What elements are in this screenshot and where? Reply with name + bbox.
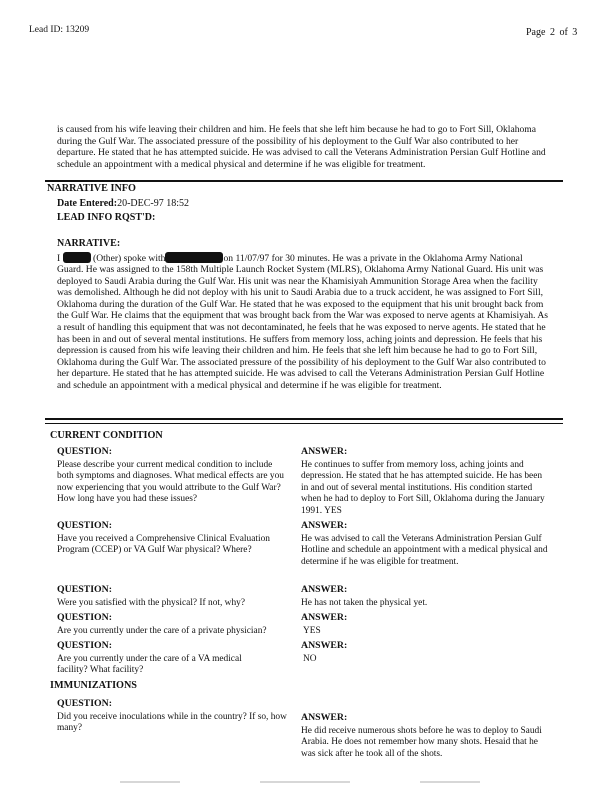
lead-info-requested [57,212,155,223]
immunizations-heading: IMMUNIZATIONS [50,680,137,691]
lead-info-label: LEAD INFO RQST'D: [57,212,156,223]
answer-text: He was advised to call the Veterans Administration Persian Gulf Hotline and schedule an appointment with a medical physical and determine if he was eligible for treatment. [301,534,548,567]
answer-label: ANSWER: [301,584,348,595]
page-number: Page 2 of 3 [526,27,578,38]
question-label: QUESTION: [57,698,112,709]
date-entered [57,198,189,209]
redaction-mark [63,252,91,263]
question-text: Are you currently under the care of a private physician? [57,626,267,636]
answer-label: ANSWER: [301,712,348,723]
narrative-first-line: I (Other) spoke with on 11/07/97 for 30 minutes. He was a private in the Oklahoma Army National [57,253,523,264]
question-text: Have you received a Comprehensive Clinical Evaluation Program (CCEP) or VA Gulf War physical? Where? [57,534,270,556]
continued-paragraph: is caused from his wife leaving their children and him. He feels that she left him because he had to go to Fort Sill, Oklahoma during the Gulf War. The associated pressure of the possibility of his deployment to the Gulf War also contributed to her departure. He stated that he has attempted suicide. He was advised to call the Veterans Administration Persian Gulf Hotline and schedule an appointment with a medical physical and determine if he was eligible for treatment. [57,124,546,170]
question-label: QUESTION: [57,520,112,531]
question-label: QUESTION: [57,446,112,457]
scan-artifact [260,781,350,783]
scan-artifact [420,781,480,783]
section-divider [45,423,563,424]
answer-text: He continues to suffer from memory loss, aching joints and depression. He stated that he has attempted suicide. He has been in and out of several mental institutions. His condition started when he had to deploy to Fort Sill, Oklahoma during the January 1991. YES [301,460,545,516]
section-divider [45,418,563,420]
question-label: QUESTION: [57,640,112,651]
answer-label: ANSWER: [301,446,348,457]
narrative-heading: NARRATIVE: [57,238,121,249]
answer-text: NO [303,654,317,664]
question-text: Are you currently under the care of a VA medical facility? What facility? [57,654,242,676]
question-label: QUESTION: [57,584,112,595]
answer-label: ANSWER: [301,640,348,651]
question-text: Were you satisfied with the physical? If not, why? [57,598,245,608]
answer-label: ANSWER: [301,520,348,531]
answer-text: He did receive numerous shots before he was to deploy to Saudi Arabia. He does not remember how many shots. Hesaid that he was sick after he took all of the shots. [301,726,542,759]
section-divider [45,180,563,182]
answer-text: He has not taken the physical yet. [301,598,428,608]
question-text: Did you receive inoculations while in the country? If so, how many? [57,712,287,734]
date-entered-value: 20-DEC-97 18:52 [117,198,190,209]
scan-artifact [120,781,180,783]
question-label: QUESTION: [57,612,112,623]
answer-label: ANSWER: [301,612,348,623]
redaction-mark [165,252,223,263]
lead-id: Lead ID: 13209 [29,25,90,35]
answer-text: YES [303,626,321,636]
date-entered-label: Date Entered: [57,198,118,209]
narrative-body: Guard. He was assigned to the 158th Multiple Launch Rocket System (MLRS), Oklahoma Army National Guard. His unit was deployed to Saudi Arabia during the Gulf War. His unit was near the Khamisiyah Ammunition Storage Area when the facility was demolished. Although he did not deploy with his unit to Saudi Arabia due to a truck accident, he was assigned to Fort Sill, Oklahoma during the duration of the Gulf War. He stated that he was exposed to the equipment that his unit brought back from the Gulf War. He claims that the equipment that was brought back from the War was exposed to nerve agents at Khamisiyah. As a result of handling this equipment that was not decontaminated, he feels that he was exposed to nerve agents. He stated that he has been in and out of several mental institutions. He suffers from memory loss, aching joints and depression. He feels that his depression is caused from his wife leaving their children and him. He feels that she left him because he had to go to Fort Sill, Oklahoma during the Gulf War. The associated pressure of the possibility of his deployment to the Gulf War also contributed to her departure. He stated that he has attempted suicide. He was advised to call the Veterans Administration Persian Gulf Hotline and schedule an appointment with a medical physical and determine if he was eligible for treatment. [57,264,548,391]
question-text: Please describe your current medical condition to include both symptoms and diagnoses. What medical effects are you now experiencing that you would attribute to the Gulf War? How long have you had these issues? [57,460,284,505]
narrative-info-heading: NARRATIVE INFO [47,183,136,194]
current-condition-heading: CURRENT CONDITION [50,430,163,441]
